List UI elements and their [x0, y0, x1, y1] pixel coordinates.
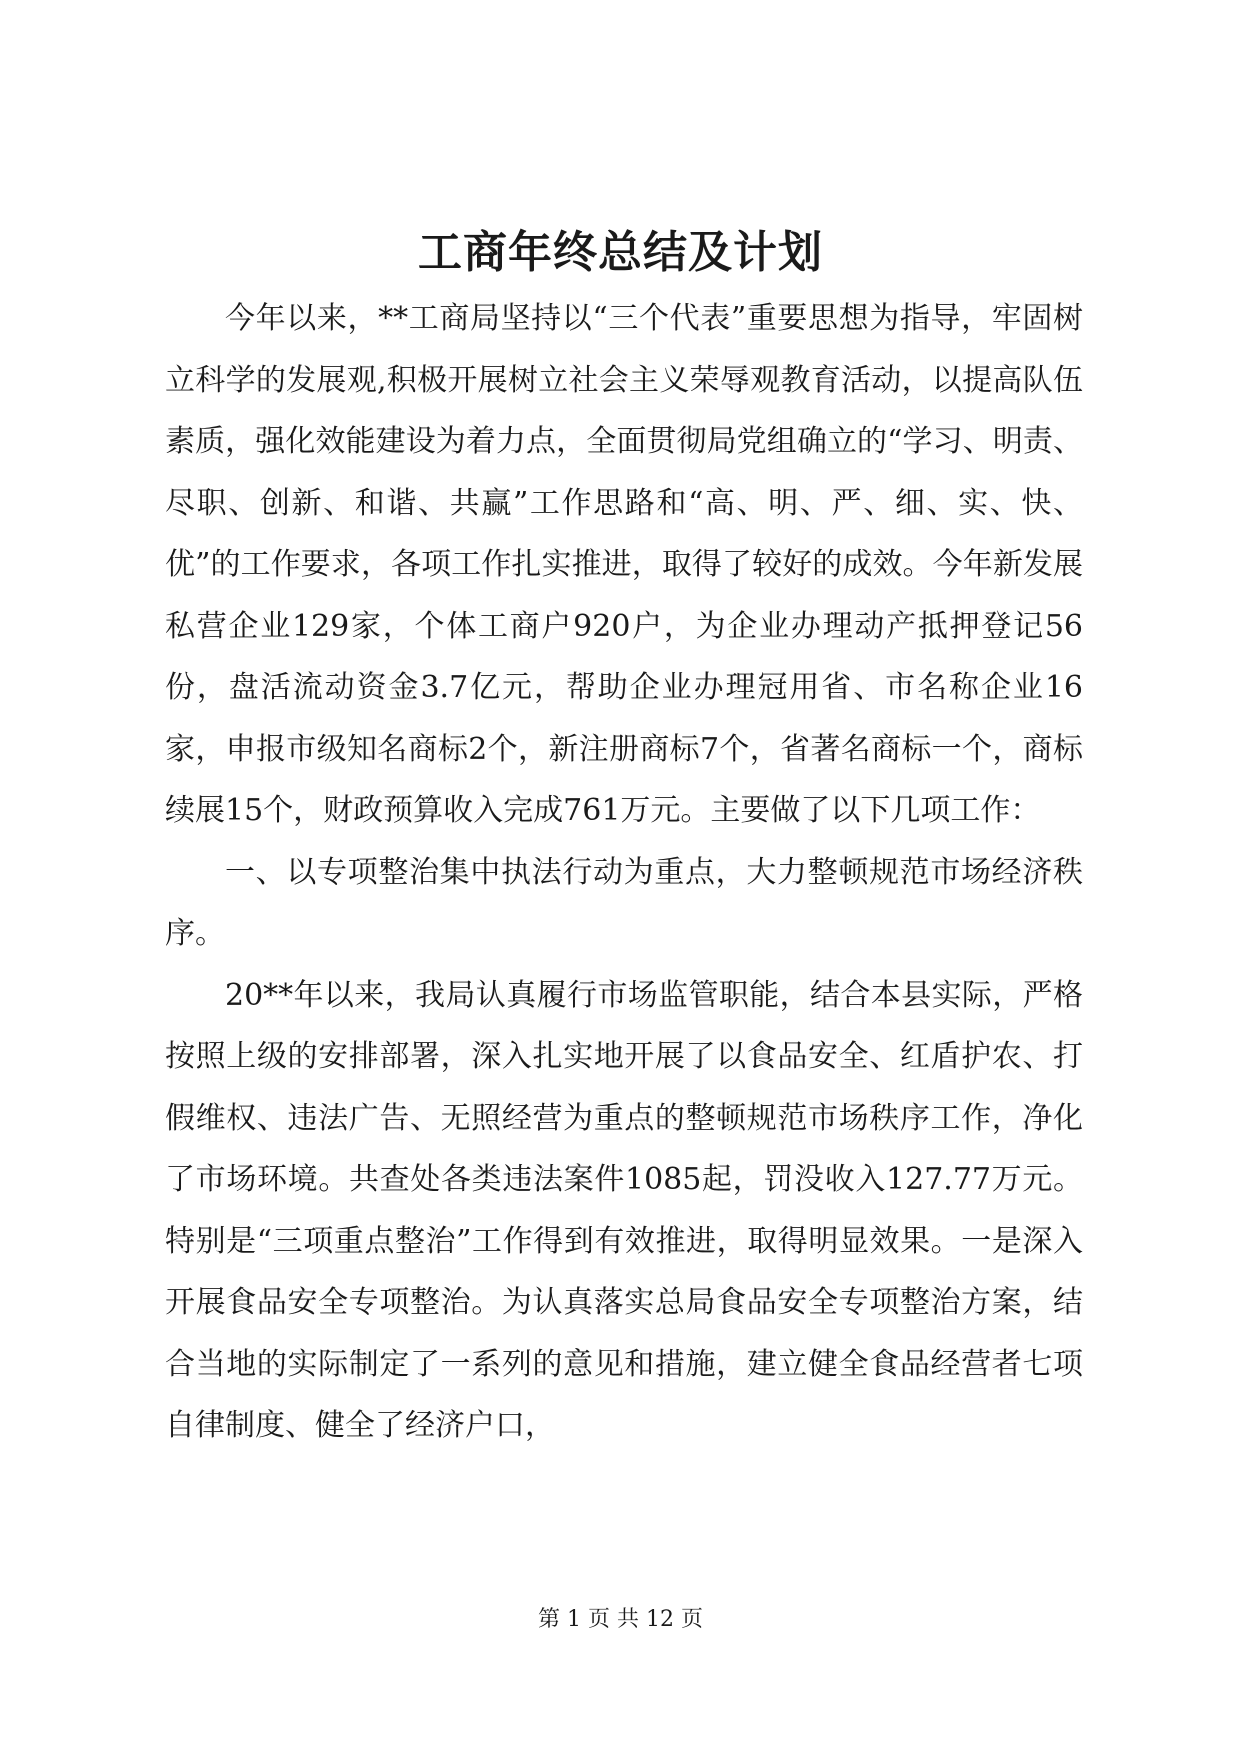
body-paragraph-1: 今年以来，**工商局坚持以“三个代表”重要思想为指导，牢固树立科学的发展观,积极开展树立社会主义荣辱观教育活动，以提高队伍素质，强化效能建设为着力点，全面贯彻局党组确立的“学习、明责、尽职、创新、和谐、共赢”工作思路和“高、明、严、细、实、快、优”的工作要求，各项工作扎实推进，取得了较好的成效。今年新发展私营企业129家，个体工商户920户，为企业办理动产抵押登记56份，盘活流动资金3.7亿元，帮助企业办理冠用省、市名称企业16家，申报市级知名商标2个，新注册商标7个，省著名商标一个，商标续展15个，财政预算收入完成761万元。主要做了以下几项工作：: [165, 301, 1083, 828]
body-paragraph-3: 20**年以来，我局认真履行市场监管职能，结合本县实际，严格按照上级的安排部署，深入扎实地开展了以食品安全、红盾护农、打假维权、违法广告、无照经营为重点的整顿规范市场秩序工作，净化了市场环境。共查处各类违法案件1085起，罚没收入127.77万元。特别是“三项重点整治”工作得到有效推进，取得明显效果。一是深入开展食品安全专项整治。为认真落实总局食品安全专项整治方案，结合当地的实际制定了一系列的意见和措施，建立健全食品经营者七项自律制度、健全了经济户口，: [165, 977, 1083, 1443]
body-paragraph-2: 一、以专项整治集中执法行动为重点，大力整顿规范市场经济秩序。: [165, 854, 1083, 951]
document-title: 工商年终总结及计划: [418, 227, 823, 278]
page-number-footer: 第 1 页 共 12 页: [538, 1607, 703, 1632]
document-body: [165, 288, 1083, 1457]
